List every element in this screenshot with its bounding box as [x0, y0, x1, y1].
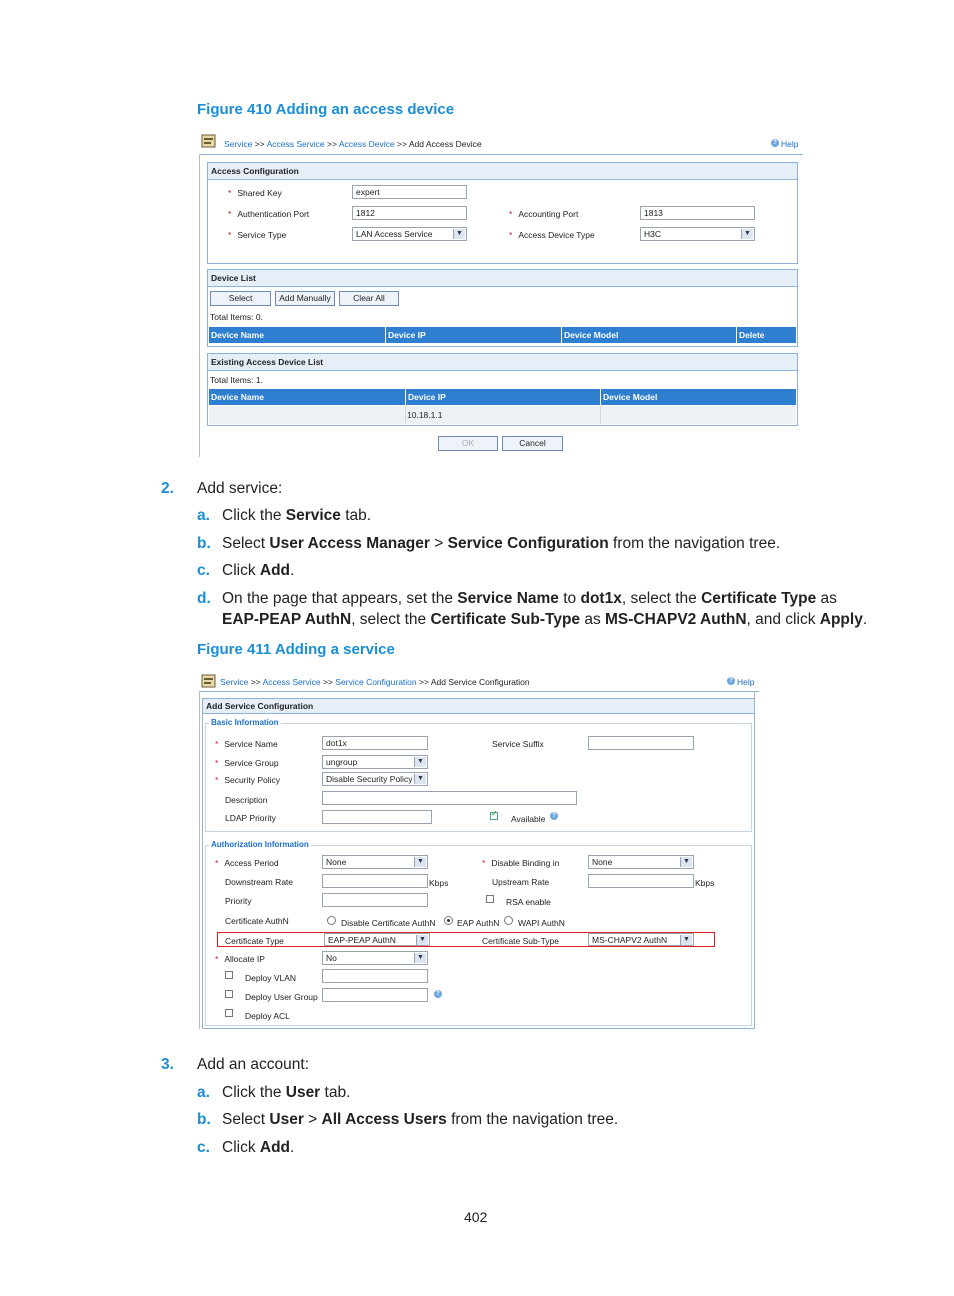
breadcrumb-sep: >>	[397, 139, 407, 149]
breadcrumb-sep: >>	[419, 677, 429, 687]
device-ip-cell: 10.18.1.1	[407, 410, 443, 420]
text: to	[558, 590, 581, 607]
radio-wapi-authn-label: WAPI AuthN	[518, 918, 565, 928]
label-text: Access Device Type	[518, 230, 595, 240]
breadcrumb-access-service[interactable]: Access Service	[266, 139, 325, 149]
breadcrumb-service[interactable]: Service	[224, 139, 253, 149]
auth-port-input[interactable]: 1812	[352, 206, 467, 220]
breadcrumb-sep: >>	[250, 677, 261, 687]
help-icon[interactable]: ?	[434, 990, 442, 998]
breadcrumb-current: Add Access Device	[408, 139, 482, 149]
certificate-type-label: Certificate Type	[225, 936, 284, 946]
panel-header: Device List	[208, 270, 797, 287]
device-list-panel	[207, 269, 798, 347]
figure-410-screenshot	[199, 132, 803, 457]
text: >	[429, 535, 448, 552]
allocate-ip-select[interactable]	[322, 951, 428, 965]
step-2a-text	[222, 507, 371, 525]
text: Click	[222, 562, 260, 579]
service-name-label: * Service Name	[215, 739, 278, 749]
service-suffix-input[interactable]	[588, 736, 694, 750]
help-icon[interactable]: ?	[727, 677, 735, 685]
panel-header: Add Service Configuration	[203, 699, 754, 714]
label-text: Allocate IP	[224, 954, 265, 964]
text: , and click	[746, 611, 820, 628]
deploy-vlan-input[interactable]	[322, 969, 428, 983]
step-2d-letter: d.	[197, 590, 211, 607]
text: Select	[222, 535, 270, 552]
chevron-down-icon: ▼	[416, 935, 428, 945]
label-text: Access Period	[224, 858, 279, 868]
select-value: EAP-PEAP AuthN	[328, 935, 396, 945]
column-header[interactable]: Device IP	[388, 330, 426, 340]
step-3-number: 3.	[161, 1056, 174, 1073]
breadcrumb-sep: >>	[327, 139, 337, 149]
cancel-button[interactable]: Cancel	[502, 436, 563, 451]
add-service-panel	[202, 698, 755, 1029]
chevron-down-icon: ▼	[680, 935, 692, 945]
service-group-label: * Service Group	[215, 758, 279, 768]
disable-binding-select[interactable]	[588, 855, 694, 869]
step-2-text: Add service:	[197, 480, 283, 497]
acct-port-label: * Accounting Port	[509, 209, 579, 219]
breadcrumb-sep: >>	[323, 677, 333, 687]
certificate-type-select[interactable]	[324, 933, 430, 946]
ldap-priority-input[interactable]	[322, 810, 432, 824]
text: tab.	[320, 1084, 351, 1101]
section-title: Authorization Information	[211, 840, 309, 849]
deploy-vlan-label: Deploy VLAN	[245, 973, 297, 983]
ok-button[interactable]: OK	[438, 436, 498, 451]
text: .	[290, 1139, 295, 1156]
section-title: Basic Information	[211, 718, 279, 727]
text: .	[290, 562, 295, 579]
help-icon[interactable]: ?	[550, 812, 558, 820]
bold-text: Add	[259, 562, 291, 579]
bold-text: Certificate Type	[701, 590, 817, 607]
step-2c-text	[222, 562, 294, 580]
certificate-authn-label: Certificate AuthN	[225, 916, 289, 926]
access-period-select[interactable]	[322, 855, 428, 869]
radio-disable-cert[interactable]	[327, 916, 336, 925]
column-header[interactable]: Device Name	[211, 392, 264, 402]
security-policy-select[interactable]	[322, 772, 428, 786]
kbps-unit: Kbps	[695, 878, 715, 888]
step-2b-text	[222, 535, 780, 553]
chevron-down-icon: ▼	[414, 953, 426, 963]
select-value: Disable Security Policy	[326, 774, 413, 784]
text: .	[862, 611, 868, 628]
divider	[199, 691, 200, 1029]
step-3c-letter: c.	[197, 1139, 210, 1156]
bold-text: Service Configuration	[447, 535, 609, 552]
deploy-vlan-checkbox[interactable]	[225, 971, 233, 979]
bold-text: Apply	[819, 611, 863, 628]
device-type-select[interactable]	[640, 227, 755, 241]
chevron-down-icon: ▼	[414, 757, 426, 767]
existing-device-list-panel	[207, 353, 798, 426]
rsa-enable-checkbox[interactable]	[486, 895, 494, 903]
text: Click the	[222, 507, 286, 524]
select-value: MS-CHAPV2 AuthN	[592, 935, 668, 945]
priority-input[interactable]	[322, 893, 428, 907]
help-link[interactable]: Help	[737, 677, 755, 687]
step-2a-letter: a.	[197, 507, 210, 524]
bold-text: EAP-PEAP AuthN	[222, 611, 352, 628]
device-type-label: * Access Device Type	[509, 230, 595, 240]
shared-key-input[interactable]: expert	[352, 185, 467, 199]
select-button[interactable]: Select	[210, 291, 271, 306]
breadcrumb	[220, 677, 530, 687]
service-folder-icon	[200, 672, 218, 692]
breadcrumb-access-device[interactable]: Access Device	[338, 139, 395, 149]
help-icon[interactable]: ?	[771, 139, 779, 147]
figure-410-title: Figure 410 Adding an access device	[197, 101, 455, 118]
bold-text: Service	[285, 507, 341, 524]
label-text: Service Group	[224, 758, 279, 768]
service-type-select[interactable]	[352, 227, 467, 241]
service-folder-icon	[200, 132, 218, 152]
description-label: Description	[225, 795, 268, 805]
select-value: LAN Access Service	[356, 229, 433, 239]
text: Click	[222, 1139, 260, 1156]
priority-label: Priority	[225, 896, 252, 906]
label-text: Accounting Port	[518, 209, 579, 219]
step-2c-letter: c.	[197, 562, 210, 579]
chevron-down-icon: ▼	[680, 857, 692, 867]
label-text: Service Name	[224, 739, 278, 749]
clear-all-button[interactable]: Clear All	[339, 291, 399, 306]
cell-separator	[600, 406, 601, 424]
deploy-user-group-input[interactable]	[322, 988, 428, 1002]
divider	[199, 154, 200, 457]
breadcrumb	[224, 139, 482, 149]
column-header[interactable]: Device Model	[564, 330, 619, 340]
bold-text: User	[269, 1111, 304, 1128]
radio-eap-authn-label: EAP AuthN	[457, 918, 500, 928]
text: tab.	[340, 507, 372, 524]
deploy-acl-checkbox[interactable]	[225, 1009, 233, 1017]
bold-text: dot1x	[580, 590, 622, 607]
breadcrumb-service[interactable]: Service	[220, 677, 249, 687]
bold-text: Add	[259, 1139, 291, 1156]
chevron-down-icon: ▼	[414, 857, 426, 867]
kbps-unit: Kbps	[429, 878, 449, 888]
device-list-header-row	[209, 327, 796, 343]
column-separator	[736, 327, 737, 343]
deploy-acl-label: Deploy ACL	[245, 1011, 290, 1021]
column-separator	[561, 327, 562, 343]
bold-text: User	[285, 1084, 321, 1101]
text: from the navigation tree.	[608, 535, 781, 552]
text: Click the	[222, 1084, 286, 1101]
text: as	[816, 590, 837, 607]
service-type-label: * Service Type	[228, 230, 287, 240]
ldap-priority-label: LDAP Priority	[225, 813, 276, 823]
service-name-input[interactable]: dot1x	[322, 736, 428, 750]
disable-binding-label: * Disable Binding in	[482, 858, 560, 868]
total-items: Total Items: 1.	[210, 375, 263, 385]
breadcrumb-access-service[interactable]: Access Service	[262, 677, 321, 687]
step-3-text: Add an account:	[197, 1056, 310, 1073]
table-row[interactable]	[209, 406, 796, 424]
select-value: None	[592, 857, 613, 867]
step-2d-line-1	[222, 590, 837, 608]
upstream-rate-label: Upstream Rate	[492, 877, 550, 887]
label-text: Security Policy	[224, 775, 281, 785]
column-header[interactable]: Device Name	[211, 330, 264, 340]
certificate-subtype-label: Certificate Sub-Type	[482, 936, 560, 946]
step-3a-letter: a.	[197, 1084, 210, 1101]
chevron-down-icon: ▼	[453, 229, 465, 239]
step-2-number: 2.	[161, 480, 174, 497]
available-checkbox[interactable]: ✓	[491, 809, 498, 818]
column-separator	[600, 389, 601, 405]
access-period-label: * Access Period	[215, 858, 279, 868]
label-text: Shared Key	[237, 188, 282, 198]
text: >	[303, 1111, 322, 1128]
select-value: H3C	[644, 229, 662, 239]
upstream-rate-input[interactable]	[588, 874, 694, 888]
deploy-user-group-label: Deploy User Group	[245, 992, 318, 1002]
add-manually-button[interactable]: Add Manually	[275, 291, 335, 306]
page-number: 402	[464, 1209, 488, 1225]
allocate-ip-label: * Allocate IP	[215, 954, 265, 964]
breadcrumb-current: Add Service Configuration	[430, 677, 530, 687]
label-text: Authentication Port	[237, 209, 310, 219]
security-policy-label: * Security Policy	[215, 775, 281, 785]
deploy-user-group-checkbox[interactable]	[225, 990, 233, 998]
existing-list-header-row	[209, 389, 796, 405]
certificate-subtype-select[interactable]	[588, 933, 694, 946]
auth-port-label: * Authentication Port	[228, 209, 310, 219]
column-header[interactable]: Delete	[739, 330, 765, 340]
acct-port-input[interactable]: 1813	[640, 206, 755, 220]
service-suffix-label: Service Suffix	[492, 739, 544, 749]
chevron-down-icon: ▼	[741, 229, 753, 239]
shared-key-label: * Shared Key	[228, 188, 282, 198]
step-3b-letter: b.	[197, 1111, 211, 1128]
select-value: None	[326, 857, 347, 867]
text: , select the	[351, 611, 431, 628]
radio-eap-authn[interactable]	[444, 916, 453, 925]
select-value: ungroup	[326, 757, 358, 767]
figure-411-screenshot	[199, 671, 759, 1029]
access-configuration-panel	[207, 162, 798, 264]
label-text: Disable Binding in	[491, 858, 560, 868]
column-separator	[405, 389, 406, 405]
breadcrumb-service-configuration[interactable]: Service Configuration	[335, 677, 417, 687]
bold-text: All Access Users	[321, 1111, 447, 1128]
breadcrumb-sep: >>	[254, 139, 265, 149]
column-header[interactable]: Device Model	[603, 392, 658, 402]
text: On the page that appears, set the	[222, 590, 458, 607]
step-3a-text	[222, 1084, 350, 1102]
select-value: No	[326, 953, 337, 963]
figure-411-title: Figure 411 Adding a service	[197, 641, 395, 658]
total-items: Total Items: 0.	[210, 312, 263, 322]
cell-separator	[405, 406, 406, 424]
label-text: Service Type	[237, 230, 287, 240]
step-3b-text	[222, 1111, 618, 1129]
panel-header: Access Configuration	[208, 163, 797, 180]
radio-disable-cert-label: Disable Certificate AuthN	[341, 918, 436, 928]
bold-text: Service Name	[457, 590, 559, 607]
panel-header: Existing Access Device List	[208, 354, 797, 371]
service-group-select[interactable]	[322, 755, 428, 769]
downstream-rate-label: Downstream Rate	[225, 877, 294, 887]
step-2d-line-2	[222, 611, 867, 629]
step-3c-text	[222, 1139, 294, 1157]
chevron-down-icon: ▼	[414, 774, 426, 784]
step-2b-letter: b.	[197, 535, 211, 552]
radio-wapi-authn[interactable]	[504, 916, 513, 925]
available-label: Available	[511, 814, 546, 824]
column-header[interactable]: Device IP	[408, 392, 446, 402]
text: Select	[222, 1111, 270, 1128]
column-separator	[385, 327, 386, 343]
divider	[199, 691, 759, 692]
text: as	[580, 611, 606, 628]
downstream-rate-input[interactable]	[322, 874, 428, 888]
rsa-enable-label: RSA enable	[506, 897, 551, 907]
description-input[interactable]	[322, 791, 577, 805]
help-link[interactable]: Help	[781, 139, 799, 149]
text: from the navigation tree.	[446, 1111, 619, 1128]
bold-text: User Access Manager	[269, 535, 430, 552]
bold-text: Certificate Sub-Type	[430, 611, 581, 628]
divider	[199, 154, 803, 155]
bold-text: MS-CHAPV2 AuthN	[605, 611, 747, 628]
text: , select the	[621, 590, 702, 607]
